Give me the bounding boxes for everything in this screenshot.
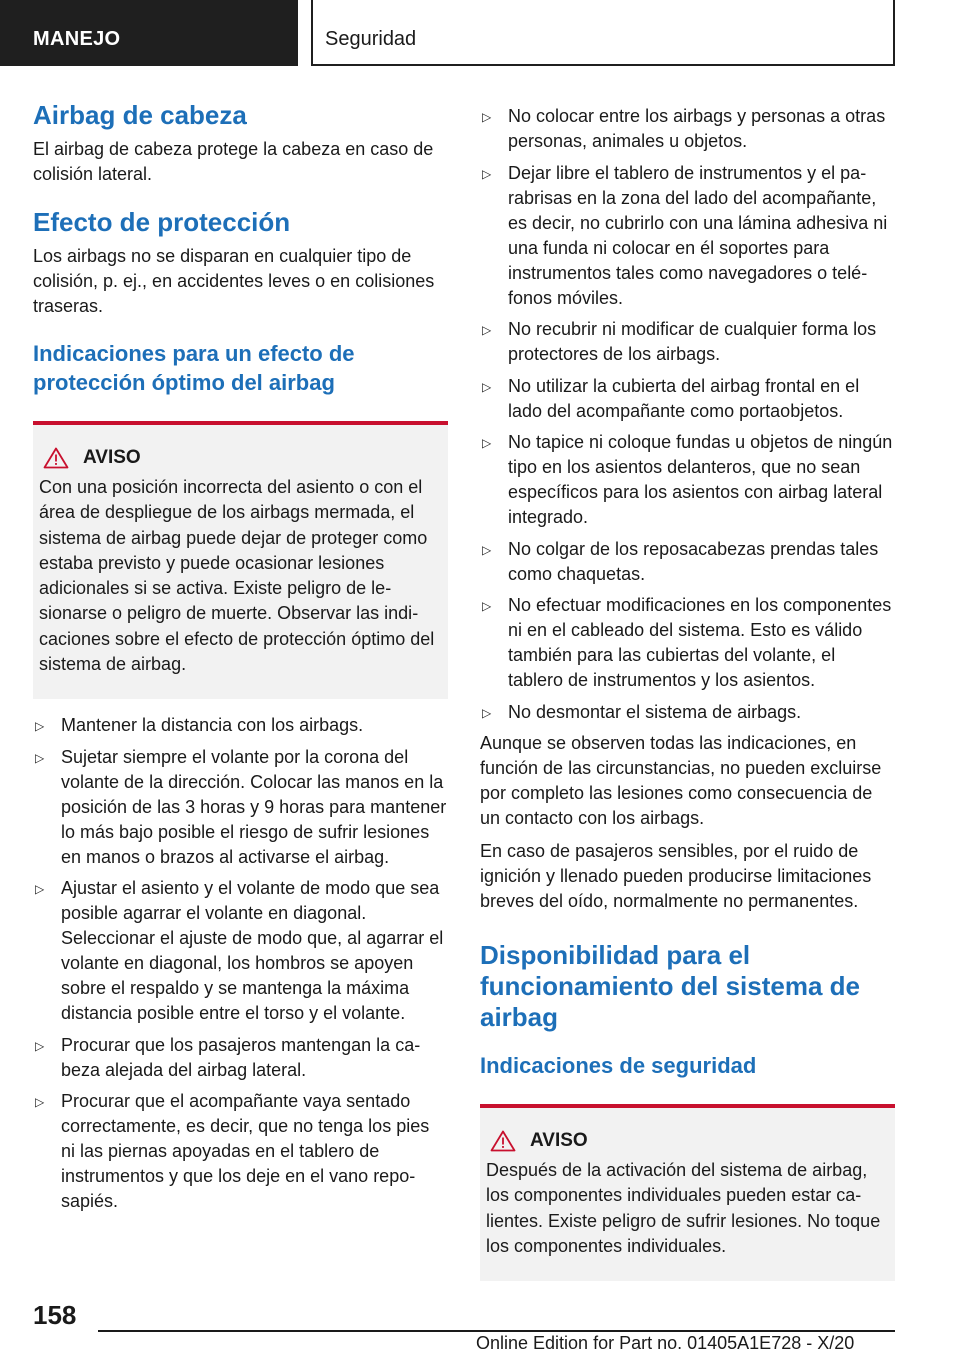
triangle-right-icon: ▷	[35, 750, 45, 765]
triangle-right-icon: ▷	[35, 1095, 45, 1110]
list-item: ▷ Procurar que el acompañante vaya sentado correctamente, es decir, que no tenga los pies ni las piernas apoyadas en el tablero de instrumentos y que los deje en el vano reposapiés.	[35, 1091, 430, 1212]
paragraph: El airbag de cabeza protege la cabeza en caso de colisión lateral.	[33, 139, 434, 184]
list-item: ▷ Dejar libre el tablero de instrumentos y el parabrisas en la zona del lado del acompañante, es decir, no cubrirlo con una lámina adhesiva ni una funda ni colocar en él soportes para instrumentos tales como navegadores o teléfonos móviles.	[482, 162, 888, 308]
list-item: ▷ No efectuar modificaciones en los componentes ni en el cableado del sistema. Esto es válido también para las cubiertas del volante, el tablero de instrumentos y los asientos.	[482, 595, 892, 690]
list-item: ▷ Procurar que los pasajeros mantengan la cabeza alejada del airbag lateral.	[35, 1034, 421, 1080]
heading-disponibilidad: Disponibilidad para el funcionamiento del sistema de airbag	[480, 940, 860, 1032]
triangle-right-icon: ▷	[482, 599, 492, 613]
list-item: ▷ No utilizar la cubierta del airbag frontal en el lado del acompañante como portaobjetos.	[482, 375, 860, 421]
section-tab: MANEJO	[0, 0, 298, 66]
triangle-right-icon: ▷	[35, 719, 45, 734]
subheading-indicaciones: Indicaciones para un efecto de protección óptimo del airbag	[33, 341, 355, 395]
subheading-indicaciones-seguridad: Indicaciones de seguridad	[480, 1053, 757, 1078]
footer-divider	[98, 1330, 895, 1332]
triangle-right-icon: ▷	[482, 436, 492, 450]
list-item: ▷ No colgar de los reposacabezas prendas tales como chaquetas.	[482, 538, 879, 584]
paragraph: Los airbags no se disparan en cualquier tipo de colisión, p. ej., en accidentes leves o en colisiones traseras.	[33, 246, 435, 316]
list-item: ▷ No recubrir ni modificar de cualquier forma los protectores de los airbags.	[482, 319, 877, 364]
heading-efecto-proteccion: Efecto de protección	[33, 207, 291, 237]
list-item: ▷ No desmontar el sistema de airbags.	[482, 701, 802, 722]
list-item: ▷ No tapice ni coloque fundas u objetos de ningún tipo en los asientos delanteros, que no sean específicos para los asientos con airbag lateral integrado.	[482, 432, 893, 527]
paragraph: Aunque se observen todas las indicaciones, en función de las circunstancias, no pueden excluirse por completo las lesiones como consecuencia de un contacto con los airbags.	[480, 733, 882, 828]
triangle-right-icon: ▷	[482, 323, 492, 337]
notice-title: AVISO	[530, 1130, 588, 1151]
list-item: ▷ Ajustar el asiento y el volante de modo que sea posible agarrar el volante en diagonal. Seleccionar el ajuste de modo que, al agarrar el volante en diagonal, los hombros se apoyen sobre el respaldo y se mantenga la máxima distancia posible entre el torso y el volante.	[35, 878, 444, 1024]
triangle-right-icon: ▷	[482, 110, 492, 124]
paragraph: En caso de pasajeros sensibles, por el ruido de ignición y llenado pueden producirse limitaciones breves del oído, normalmente no permanentes.	[480, 841, 872, 911]
triangle-right-icon: ▷	[35, 1038, 45, 1053]
triangle-right-icon: ▷	[482, 542, 492, 557]
heading-airbag-cabeza: Airbag de cabeza	[33, 100, 247, 130]
left-column	[33, 100, 448, 1221]
triangle-right-icon: ▷	[482, 705, 492, 720]
chapter-tab: Seguridad	[311, 0, 895, 66]
warning-triangle-icon	[490, 1130, 516, 1152]
bullet-list	[33, 713, 448, 1214]
triangle-right-icon: ▷	[482, 166, 492, 181]
list-item: ▷ Mantener la distancia con los airbags.	[35, 715, 364, 736]
notice-text: Con una posición incorrecta del asiento o con el área de despliegue de los airbags mermada, el sistema de airbag puede dejar de proteger como estaba previsto y puede ocasionar lesiones adicionales si se activa. Existe peligro de lesionarse o peligro de muerte. Observar las indicaciones sobre el efecto de protección óptimo del sistema de airbag.	[39, 477, 435, 675]
warning-triangle-icon	[43, 447, 69, 469]
bullet-list	[480, 104, 895, 725]
page-header	[0, 0, 960, 66]
triangle-right-icon: ▷	[482, 379, 492, 394]
page-number: 158	[33, 1300, 77, 1330]
edition-info: Online Edition for Part no. 01405A1E728 - X/20	[476, 1333, 855, 1353]
notice-title: AVISO	[83, 447, 141, 468]
warning-notice	[480, 1104, 895, 1281]
list-item: ▷ Sujetar siempre el volante por la corona del volante de la dirección. Colocar las manos en la posición de las 3 horas y 9 horas para mantener lo más bajo posible el riesgo de sufrir lesiones en manos o brazos al activarse el airbag.	[35, 746, 447, 867]
list-item: ▷ No colocar entre los airbags y personas a otras personas, animales u objetos.	[482, 106, 886, 151]
triangle-right-icon: ▷	[35, 882, 45, 897]
warning-notice	[33, 421, 448, 699]
right-column	[480, 104, 895, 1295]
notice-text: Después de la activación del sistema de airbag, los componentes individuales pueden estar calientes. Existe peligro de sufrir lesiones. No toque los componentes individuales.	[486, 1160, 881, 1256]
